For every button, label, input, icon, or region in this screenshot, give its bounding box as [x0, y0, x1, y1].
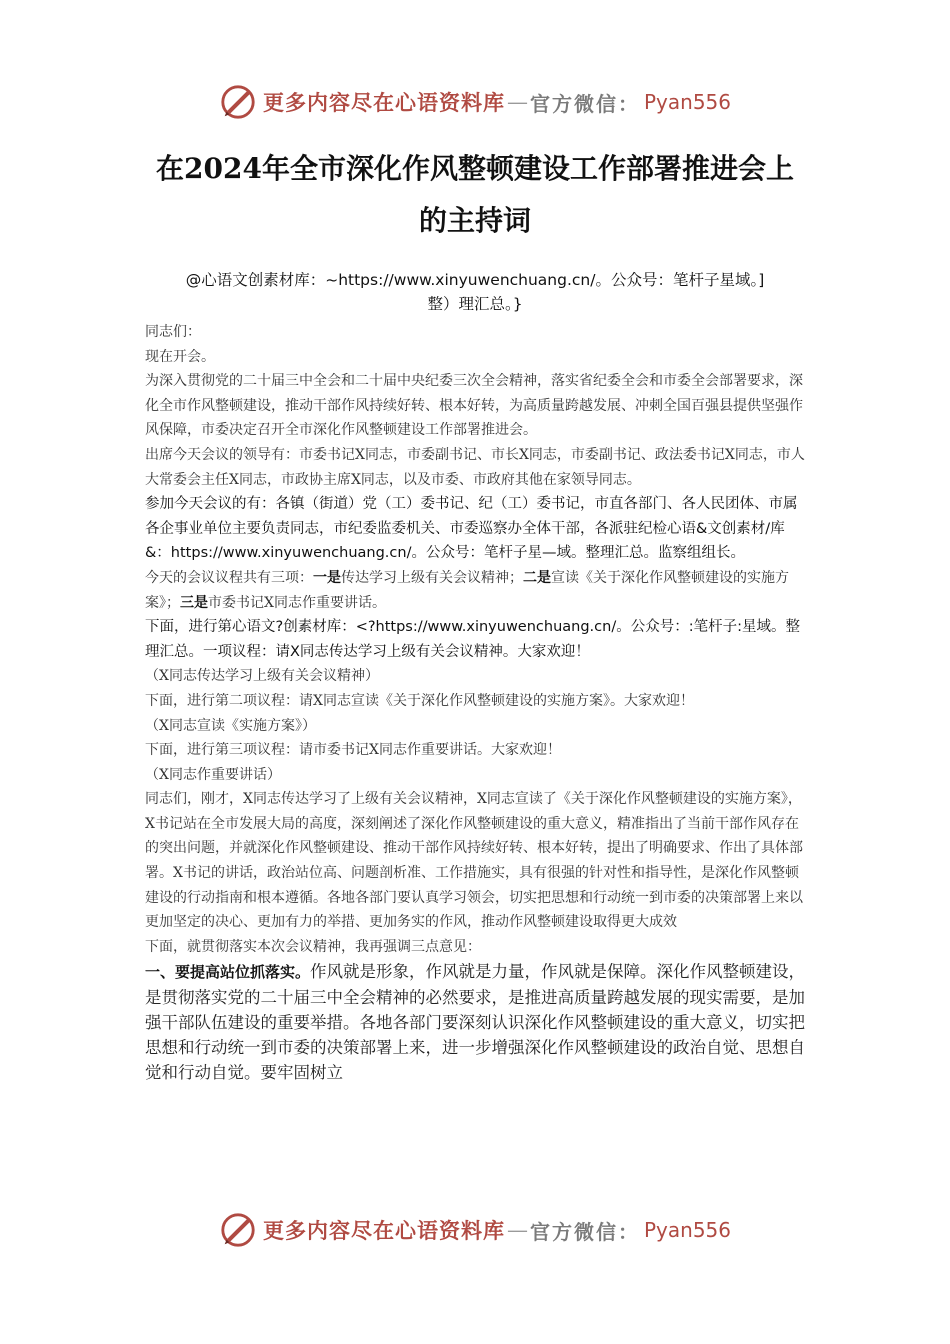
source-line-1: @心语文创素材库：~https://www.xinyuwenchuang.cn/。公众号：笔杆子星域。]	[185, 271, 765, 289]
banner-wechat-id: Pyan556	[643, 90, 731, 114]
paragraph-transition: 下面，就贯彻落实本次会议精神，我再强调三点意见：	[145, 938, 481, 955]
document-title	[120, 143, 830, 247]
title-line-2: 的主持词	[418, 204, 531, 237]
header-banner	[0, 80, 950, 124]
agenda-item-1-label: 一是	[313, 569, 341, 586]
banner-wechat-id: Pyan556	[643, 1218, 731, 1242]
paragraph-note-2: （X同志宣读《实施方案》）	[145, 717, 316, 734]
paragraph-note-3: （X同志作重要讲话）	[145, 766, 281, 783]
paragraph-attendees: 参加今天会议的有：各镇（街道）党（工）委书记、纪（工）委书记，市直各部门、各人民团体、市属各企事业单位主要负责同志，市纪委监委机关、市委巡察办全体干部，各派驻纪检心语&文创素材/库&：https://www.xinyuwenchuang.cn/。公众号：笔杆子星—域。整理汇总。监察组组长。	[145, 496, 798, 562]
paragraph-third-item: 下面，进行第三项议程：请市委书记X同志作重要讲话。大家欢迎！	[145, 742, 561, 759]
document-body	[145, 320, 810, 1085]
paragraph-summary: 同志们，刚才，X同志传达学习了上级有关会议精神，X同志宣读了《关于深化作风整顿建设的实施方案》，X书记站在全市发展大局的高度，深刻阐述了深化作风整顿建设的重大意义，精准指出了当前干部作风存在的突出问题，并就深化作风整顿建设、推动干部作风持续好转、根本好转，提出了明确要求、作出了具体部署。X书记的讲话，政治站位高、问题剖析准、工作措施实，具有很强的针对性和指导性，是深化作风整顿建设的行动指南和根本遵循。各地各部门要认真学习领会，切实把思想和行动统一到市委的决策部署上来以更加坚定的决心、更加有力的举措、更加务实的作风，推动作风整顿建设取得更大成效	[145, 791, 803, 931]
banner-text: 更多内容尽在心语资料库	[262, 90, 505, 115]
point-1-heading: 一、要提高站位抓落实。	[145, 963, 311, 982]
title-line-1: 在2024年全市深化作风整顿建设工作部署推进会上	[156, 152, 794, 185]
banner-subtext: 官方微信：	[529, 1219, 640, 1244]
agenda-item-2-label: 二是	[523, 569, 551, 586]
pen-logo-icon	[219, 1211, 257, 1249]
paragraph-greeting: 同志们：	[145, 324, 201, 340]
banner-separator: —	[506, 1218, 528, 1242]
banner-separator: —	[506, 90, 528, 114]
paragraph-opening: 现在开会。	[145, 348, 215, 365]
paragraph-second-item: 下面，进行第二项议程：请X同志宣读《关于深化作风整顿建设的实施方案》。大家欢迎！	[145, 692, 694, 709]
point-1-text: 作风就是形象，作风就是力量，作风就是保障。深化作风整顿建设，是贯彻落实党的二十届三中全会精神的必然要求，是推进高质量跨越发展的现实需要，是加强干部队伍建设的重要举措。各地各部门要深刻认识深化作风整顿建设的重大意义，切实把思想和行动统一到市委的决策部署上来，进一步增强深化作风整顿建设的政治自觉、思想自觉和行动自觉。要牢固树立	[145, 962, 806, 1083]
agenda-item-1: 传达学习上级有关会议精神；	[341, 569, 523, 586]
paragraph-note-1: （X同志传达学习上级有关会议精神）	[145, 668, 379, 685]
agenda-intro: 今天的会议议程共有三项：	[145, 569, 313, 586]
paragraph-first-item: 下面，进行第心语文?创素材库：<?https://www.xinyuwenchuang.cn/。公众号：:笔杆子:星域。整理汇总。一项议程：请X同志传达学习上级有关会议精神。大家欢迎！	[145, 619, 800, 660]
pen-logo-icon	[219, 83, 257, 121]
agenda-item-3: 市委书记X同志作重要讲话。	[208, 594, 386, 611]
banner-subtext: 官方微信：	[529, 91, 640, 116]
agenda-item-2: 宣读《关于深化作风整顿建设的实施方案》；	[145, 569, 789, 611]
agenda-item-3-label: 三是	[180, 594, 208, 611]
paragraph-agenda	[145, 566, 810, 615]
paragraph-point-1	[145, 959, 810, 1085]
paragraph-leaders: 出席今天会议的领导有：市委书记X同志，市委副书记、市长X同志，市委副书记、政法委书记X同志，市人大常委会主任X同志，市政协主席X同志，以及市委、市政府其他在家领导同志。	[145, 446, 805, 488]
footer-banner	[0, 1208, 950, 1252]
banner-text: 更多内容尽在心语资料库	[262, 1218, 505, 1243]
source-note	[120, 268, 830, 316]
paragraph-purpose: 为深入贯彻党的二十届三中全会和二十届中央纪委三次全会精神，落实省纪委全会和市委全会部署要求，深化全市作风整顿建设，推动干部作风持续好转、根本好转，为高质量跨越发展、冲刺全国百强县提供坚强作风保障，市委决定召开全市深化作风整顿建设工作部署推进会。	[145, 373, 803, 439]
source-line-2: 整）理汇总。}	[427, 295, 523, 313]
